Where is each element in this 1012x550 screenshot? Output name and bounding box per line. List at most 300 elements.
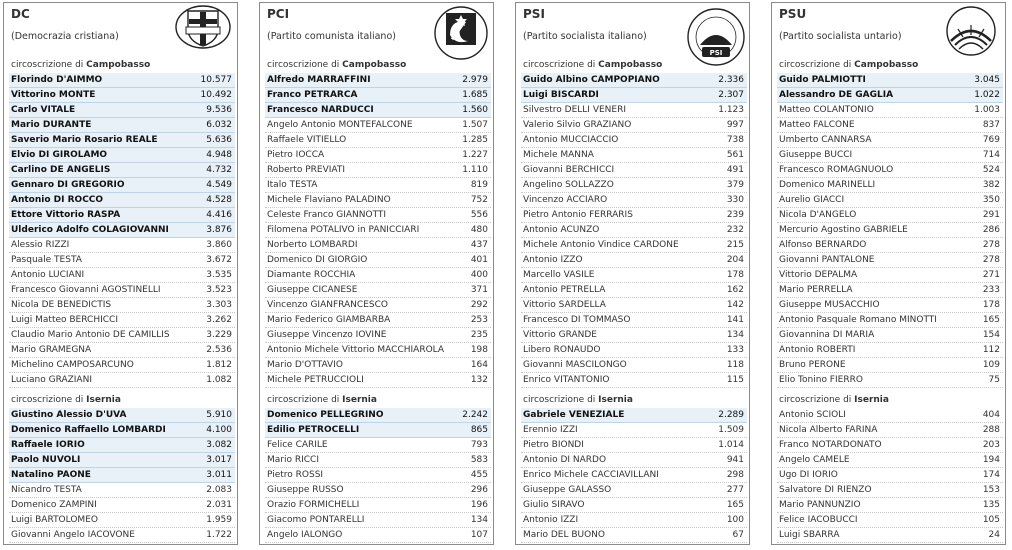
candidate-name: Domenico PELLEGRINO: [267, 410, 384, 420]
candidate-list-isernia: [265, 408, 491, 543]
candidate-name: Silvestro DELLI VENERI: [523, 105, 626, 115]
candidate-votes: 3.860: [206, 240, 232, 250]
candidate-row: [521, 328, 747, 343]
svg-text:PSI: PSI: [709, 49, 723, 57]
section-label-campobasso: circoscrizione di Campobasso: [11, 60, 151, 70]
candidate-votes: 292: [470, 300, 488, 310]
candidate-name: Luigi BISCARDI: [523, 90, 599, 100]
candidate-row: [521, 133, 747, 148]
candidate-name: Vittorino MONTE: [11, 90, 96, 100]
candidate-row: [521, 178, 747, 193]
candidate-row: [265, 358, 491, 373]
candidate-name: Salvatore DI RIENZO: [779, 485, 872, 495]
candidate-name: Vincenzo GIANFRANCESCO: [267, 300, 388, 310]
candidate-name: Antonio ROBERTI: [779, 345, 856, 355]
candidate-name: Vittorio GRANDE: [523, 330, 597, 340]
candidate-row: [9, 283, 235, 298]
candidate-row: [265, 253, 491, 268]
candidate-name: Giuseppe Vincenzo IOVINE: [267, 330, 387, 340]
psi-sun-book-logo-icon: [686, 5, 746, 73]
candidate-row: [9, 328, 235, 343]
candidate-name: Edilio PETROCELLI: [267, 425, 360, 435]
candidate-row: [265, 148, 491, 163]
candidate-name: Giovanni MASCILONGO: [523, 360, 627, 370]
candidate-votes: 278: [982, 240, 1000, 250]
candidate-name: Domenico MARINELLI: [779, 180, 876, 190]
candidate-votes: 3.017: [206, 455, 232, 465]
candidate-name: Felice IACOBUCCI: [779, 515, 858, 525]
candidate-name: Giuseppe GALASSO: [523, 485, 612, 495]
elected-candidate-row: [9, 88, 235, 103]
candidate-row: [777, 408, 1003, 423]
candidate-votes: 3.045: [974, 75, 1000, 85]
candidate-votes: 1.812: [206, 360, 232, 370]
candidate-row: [777, 268, 1003, 283]
candidate-votes: 164: [470, 360, 488, 370]
candidate-row: [265, 268, 491, 283]
candidate-votes: 437: [470, 240, 488, 250]
candidate-votes: 286: [982, 225, 1000, 235]
section-label-isernia: circoscrizione di Isernia: [267, 395, 377, 405]
candidate-name: Enrico VITANTONIO: [523, 375, 610, 385]
candidate-votes: 75: [988, 375, 1000, 385]
candidate-name: Guido Albino CAMPOPIANO: [523, 75, 660, 85]
candidate-row: [265, 163, 491, 178]
candidate-row: [9, 358, 235, 373]
candidate-votes: 288: [982, 425, 1000, 435]
elected-candidate-row: [9, 423, 235, 438]
candidate-name: Antonio Pasquale Romano MINOTTI: [779, 315, 937, 325]
candidate-row: [521, 343, 747, 358]
candidate-row: [777, 343, 1003, 358]
candidate-name: Giacomo PONTARELLI: [267, 515, 365, 525]
candidate-name: Giuseppe BUCCI: [779, 150, 853, 160]
section-label-campobasso: circoscrizione di Campobasso: [779, 60, 919, 70]
dc-shield-logo-icon: [174, 5, 232, 53]
candidate-votes: 3.303: [206, 300, 232, 310]
candidate-votes: 524: [982, 165, 1000, 175]
candidate-name: Gennaro DI GREGORIO: [11, 180, 125, 190]
candidate-votes: 4.528: [206, 195, 232, 205]
candidate-row: [9, 528, 235, 543]
candidate-name: Italo TESTA: [267, 180, 318, 190]
candidate-votes: 4.549: [206, 180, 232, 190]
elected-candidate-row: [521, 73, 747, 88]
candidate-row: [777, 438, 1003, 453]
candidate-row: [9, 253, 235, 268]
candidate-votes: 837: [982, 120, 1000, 130]
candidate-row: [777, 133, 1003, 148]
candidate-votes: 1.110: [462, 165, 488, 175]
candidate-row: [777, 498, 1003, 513]
candidate-name: Raffaele IORIO: [11, 440, 85, 450]
candidate-row: [521, 283, 747, 298]
candidate-row: [777, 528, 1003, 543]
candidate-name: Mercurio Agostino GABRIELE: [779, 225, 908, 235]
candidate-votes: 204: [726, 255, 744, 265]
candidate-row: [265, 223, 491, 238]
party-column-dc: [3, 2, 238, 545]
candidate-name: Raffaele VITIELLO: [267, 135, 347, 145]
candidate-name: Claudio Mario Antonio DE CAMILLIS: [11, 330, 170, 340]
candidate-votes: 105: [982, 515, 1000, 525]
candidate-row: [521, 223, 747, 238]
candidate-name: Alessandro DE GAGLIA: [779, 90, 894, 100]
candidate-name: Vittorio DEPALMA: [779, 270, 858, 280]
candidate-votes: 561: [726, 150, 744, 160]
candidate-name: Michele PETRUCCIOLI: [267, 375, 364, 385]
candidate-name: Aurelio GIACCI: [779, 195, 845, 205]
candidate-votes: 4.732: [206, 165, 232, 175]
candidate-votes: 4.948: [206, 150, 232, 160]
candidate-name: Filomena POTALIVO in PANICCIARI: [267, 225, 420, 235]
candidate-name: Mario PANNUNZIO: [779, 500, 861, 510]
elected-candidate-row: [521, 88, 747, 103]
candidate-row: [521, 453, 747, 468]
candidate-name: Carlo VITALE: [11, 105, 76, 115]
elected-candidate-row: [9, 468, 235, 483]
candidate-name: Ettore Vittorio RASPA: [11, 210, 121, 220]
elected-candidate-row: [265, 423, 491, 438]
candidate-row: [9, 238, 235, 253]
candidate-name: Pasquale TESTA: [11, 255, 82, 265]
candidate-row: [265, 208, 491, 223]
candidate-name: Nicola Alberto FARINA: [779, 425, 878, 435]
candidate-votes: 118: [726, 360, 744, 370]
candidate-votes: 174: [982, 470, 1000, 480]
candidate-votes: 714: [982, 150, 1000, 160]
candidate-row: [777, 283, 1003, 298]
candidate-name: Luigi BARTOLOMEO: [11, 515, 98, 525]
candidate-votes: 253: [470, 315, 488, 325]
candidate-votes: 1.560: [462, 105, 488, 115]
candidate-name: Alfredo MARRAFFINI: [267, 75, 371, 85]
candidate-votes: 3.262: [206, 315, 232, 325]
candidate-votes: 239: [726, 210, 744, 220]
candidate-name: Orazio FORMICHELLI: [267, 500, 360, 510]
candidate-row: [265, 453, 491, 468]
elected-candidate-row: [777, 88, 1003, 103]
party-column-pci: [259, 2, 494, 545]
candidate-votes: 162: [726, 285, 744, 295]
candidate-name: Angelo IALONGO: [267, 530, 343, 540]
candidate-votes: 153: [982, 485, 1000, 495]
candidate-row: [777, 358, 1003, 373]
candidate-votes: 112: [982, 345, 1000, 355]
candidate-list-campobasso: [9, 73, 235, 388]
candidate-votes: 379: [726, 180, 744, 190]
candidate-votes: 115: [726, 375, 744, 385]
candidate-name: Mario GRAMEGNA: [11, 345, 92, 355]
candidate-votes: 2.536: [206, 345, 232, 355]
party-full-name: (Partito socialista untario): [779, 31, 902, 42]
candidate-name: Mario DURANTE: [11, 120, 92, 130]
candidate-name: Luigi SBARRA: [779, 530, 840, 540]
candidate-name: Mario D'OTTAVIO: [267, 360, 343, 370]
candidate-votes: 382: [982, 180, 1000, 190]
candidate-name: Antonio DI NARDO: [523, 455, 607, 465]
candidate-row: [265, 298, 491, 313]
candidate-votes: 5.910: [206, 410, 232, 420]
candidate-row: [777, 193, 1003, 208]
candidate-row: [265, 328, 491, 343]
candidate-list-campobasso: [521, 73, 747, 388]
candidate-name: Giovanni PANTALONE: [779, 255, 875, 265]
candidate-votes: 235: [470, 330, 488, 340]
candidate-votes: 107: [470, 530, 488, 540]
elected-candidate-row: [265, 103, 491, 118]
elected-candidate-row: [9, 208, 235, 223]
candidate-row: [521, 438, 747, 453]
candidate-row: [265, 193, 491, 208]
candidate-votes: 165: [982, 315, 1000, 325]
elected-candidate-row: [9, 103, 235, 118]
candidate-row: [265, 178, 491, 193]
candidate-votes: 141: [726, 315, 744, 325]
candidate-votes: 196: [470, 500, 488, 510]
candidate-votes: 133: [726, 345, 744, 355]
candidate-row: [265, 313, 491, 328]
candidate-votes: 3.011: [206, 470, 232, 480]
candidate-name: Domenico Raffaello LOMBARDI: [11, 425, 166, 435]
candidate-row: [777, 103, 1003, 118]
candidate-name: Vincenzo ACCIARO: [523, 195, 608, 205]
candidate-votes: 401: [470, 255, 488, 265]
candidate-votes: 3.082: [206, 440, 232, 450]
candidate-name: Vittorio SARDELLA: [523, 300, 606, 310]
candidate-votes: 752: [470, 195, 488, 205]
candidate-row: [521, 423, 747, 438]
candidate-votes: 233: [982, 285, 1000, 295]
candidate-row: [9, 513, 235, 528]
candidate-votes: 67: [732, 530, 744, 540]
candidate-name: Michele Antonio Vindice CARDONE: [523, 240, 679, 250]
candidate-votes: 1.285: [462, 135, 488, 145]
candidate-name: Norberto LOMBARDI: [267, 240, 358, 250]
elected-candidate-row: [265, 88, 491, 103]
candidate-row: [777, 148, 1003, 163]
candidate-name: Diamante ROCCHIA: [267, 270, 356, 280]
candidate-name: Giuseppe CICANESE: [267, 285, 358, 295]
candidate-name: Felice CARILE: [267, 440, 328, 450]
candidate-row: [9, 373, 235, 388]
candidate-votes: 3.523: [206, 285, 232, 295]
party-full-name: (Partito comunista italiano): [267, 31, 396, 42]
elected-candidate-row: [9, 193, 235, 208]
candidate-name: Giovanni BERCHICCI: [523, 165, 615, 175]
candidate-votes: 1.227: [462, 150, 488, 160]
candidate-row: [265, 438, 491, 453]
candidate-name: Ulderico Adolfo COLAGIOVANNI: [11, 225, 169, 235]
candidate-name: Angelo CAMELE: [779, 455, 850, 465]
candidate-row: [9, 498, 235, 513]
candidate-name: Pietro ROSSI: [267, 470, 324, 480]
elected-candidate-row: [9, 163, 235, 178]
party-column-psi: [515, 2, 750, 545]
candidate-row: [521, 298, 747, 313]
candidate-row: [777, 223, 1003, 238]
candidate-votes: 215: [726, 240, 744, 250]
candidate-row: [9, 268, 235, 283]
candidate-name: Matteo FALCONE: [779, 120, 855, 130]
candidate-list-isernia: [777, 408, 1003, 543]
candidate-votes: 198: [470, 345, 488, 355]
candidate-name: Giovannina DI MARIA: [779, 330, 875, 340]
candidate-row: [521, 268, 747, 283]
candidate-name: Antonio IZZI: [523, 515, 579, 525]
candidate-row: [777, 373, 1003, 388]
elected-candidate-row: [9, 148, 235, 163]
candidate-name: Alfonso BERNARDO: [779, 240, 867, 250]
candidate-name: Pietro IOCCA: [267, 150, 325, 160]
candidate-votes: 997: [726, 120, 744, 130]
candidate-name: Franco NOTARDONATO: [779, 440, 882, 450]
candidate-name: Antonio Michele Vittorio MACCHIAROLA: [267, 345, 445, 355]
candidate-votes: 738: [726, 135, 744, 145]
party-abbreviation: PCI: [267, 7, 290, 21]
candidate-row: [521, 513, 747, 528]
candidate-name: Natalino PAONE: [11, 470, 91, 480]
elected-candidate-row: [9, 73, 235, 88]
candidate-row: [521, 468, 747, 483]
candidate-row: [265, 373, 491, 388]
candidate-name: Enrico Michele CACCIAVILLANI: [523, 470, 659, 480]
elected-candidate-row: [9, 118, 235, 133]
candidate-name: Pietro BIONDI: [523, 440, 584, 450]
candidate-votes: 10.492: [200, 90, 232, 100]
section-label-campobasso: circoscrizione di Campobasso: [523, 60, 663, 70]
candidate-votes: 278: [982, 255, 1000, 265]
candidate-votes: 480: [470, 225, 488, 235]
candidate-votes: 178: [726, 270, 744, 280]
candidate-name: Antonio PETRELLA: [523, 285, 606, 295]
candidate-votes: 583: [470, 455, 488, 465]
candidate-votes: 178: [982, 300, 1000, 310]
candidate-votes: 10.577: [200, 75, 232, 85]
candidate-row: [777, 178, 1003, 193]
candidate-votes: 404: [982, 410, 1000, 420]
candidate-row: [521, 208, 747, 223]
candidate-votes: 4.100: [206, 425, 232, 435]
candidate-name: Alessio RIZZI: [11, 240, 70, 250]
candidate-row: [9, 298, 235, 313]
candidate-name: Giuseppe RUSSO: [267, 485, 344, 495]
candidate-votes: 1.003: [974, 105, 1000, 115]
candidate-votes: 793: [470, 440, 488, 450]
candidate-row: [521, 163, 747, 178]
candidate-row: [777, 208, 1003, 223]
candidate-row: [521, 358, 747, 373]
candidate-votes: 271: [982, 270, 1000, 280]
candidate-name: Antonio LUCIANI: [11, 270, 85, 280]
section-label-isernia: circoscrizione di Isernia: [779, 395, 889, 405]
elected-candidate-row: [265, 73, 491, 88]
candidate-row: [265, 468, 491, 483]
candidate-row: [265, 238, 491, 253]
candidate-votes: 4.416: [206, 210, 232, 220]
candidate-votes: 203: [982, 440, 1000, 450]
candidate-name: Antonio MUCCIACCIO: [523, 135, 619, 145]
candidate-votes: 1.082: [206, 375, 232, 385]
candidate-name: Domenico ZAMPINI: [11, 500, 97, 510]
candidate-votes: 1.685: [462, 90, 488, 100]
candidate-name: Francesco Giovanni AGOSTINELLI: [11, 285, 161, 295]
candidate-name: Giovanni Angelo IACOVONE: [11, 530, 135, 540]
candidate-row: [777, 118, 1003, 133]
candidate-votes: 1.022: [974, 90, 1000, 100]
elected-candidate-row: [777, 73, 1003, 88]
candidate-name: Luciano GRAZIANI: [11, 375, 92, 385]
candidate-name: Paolo NUVOLI: [11, 455, 81, 465]
pci-hammer-sickle-logo-icon: [430, 5, 492, 65]
section-label-campobasso: circoscrizione di Campobasso: [267, 60, 407, 70]
candidate-row: [777, 253, 1003, 268]
candidate-votes: 5.636: [206, 135, 232, 145]
candidate-name: Mario RICCI: [267, 455, 319, 465]
candidate-votes: 100: [726, 515, 744, 525]
candidate-row: [265, 343, 491, 358]
candidate-votes: 371: [470, 285, 488, 295]
candidate-votes: 330: [726, 195, 744, 205]
candidate-row: [9, 343, 235, 358]
candidate-votes: 6.032: [206, 120, 232, 130]
party-full-name: (Democrazia cristiana): [11, 31, 119, 42]
candidate-row: [265, 118, 491, 133]
candidate-row: [521, 313, 747, 328]
candidate-votes: 350: [982, 195, 1000, 205]
candidate-list-campobasso: [265, 73, 491, 388]
candidate-votes: 3.535: [206, 270, 232, 280]
candidate-row: [521, 483, 747, 498]
candidate-name: Antonio DI ROCCO: [11, 195, 104, 205]
candidate-name: Carlino DE ANGELIS: [11, 165, 111, 175]
candidate-list-isernia: [9, 408, 235, 543]
candidate-name: Giuseppe MUSACCHIO: [779, 300, 880, 310]
candidate-row: [777, 328, 1003, 343]
section-label-isernia: circoscrizione di Isernia: [523, 395, 633, 405]
candidate-name: Erennio IZZI: [523, 425, 578, 435]
candidate-votes: 2.083: [206, 485, 232, 495]
party-full-name: (Partito socialista italiano): [523, 31, 647, 42]
elected-candidate-row: [9, 438, 235, 453]
candidate-votes: 491: [726, 165, 744, 175]
candidate-name: Giustino Alessio D'UVA: [11, 410, 127, 420]
candidate-name: Michele Flaviano PALADINO: [267, 195, 391, 205]
candidate-votes: 819: [470, 180, 488, 190]
elected-candidate-row: [9, 223, 235, 238]
candidate-votes: 194: [982, 455, 1000, 465]
candidate-votes: 277: [726, 485, 744, 495]
elected-candidate-row: [521, 408, 747, 423]
candidate-votes: 24: [988, 530, 1000, 540]
elected-candidate-row: [9, 133, 235, 148]
candidate-name: Angelo Antonio MONTEFALCONE: [267, 120, 413, 130]
candidate-votes: 1.722: [206, 530, 232, 540]
candidate-row: [265, 498, 491, 513]
party-column-psu: [771, 2, 1006, 545]
section-label-isernia: circoscrizione di Isernia: [11, 395, 121, 405]
candidate-row: [521, 118, 747, 133]
candidate-row: [777, 513, 1003, 528]
candidate-row: [521, 148, 747, 163]
candidate-votes: 134: [726, 330, 744, 340]
candidate-name: Domenico DI GIORGIO: [267, 255, 368, 265]
candidate-name: Antonio ACUNZO: [523, 225, 600, 235]
candidate-name: Michelino CAMPOSARCUNO: [11, 360, 134, 370]
candidate-votes: 9.536: [206, 105, 232, 115]
candidate-name: Francesco NARDUCCI: [267, 105, 374, 115]
candidate-name: Bruno PERONE: [779, 360, 846, 370]
